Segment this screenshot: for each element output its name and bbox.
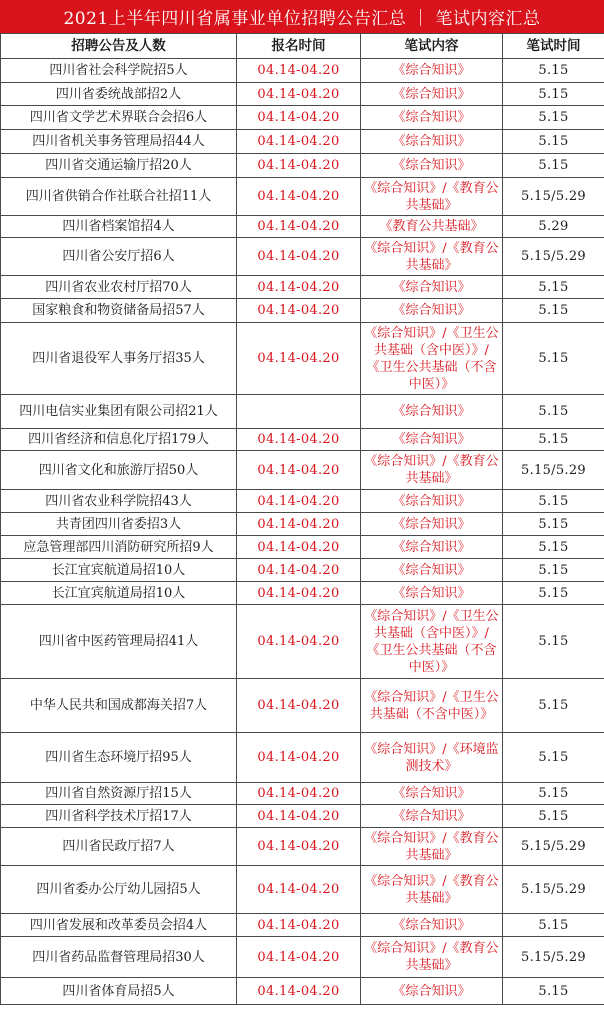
cell-exam-content: 《教育公共基础》: [361, 216, 503, 238]
cell-exam-time: 5.15: [503, 429, 604, 451]
cell-exam-content: 《综合知识》: [361, 83, 503, 106]
cell-exam-content: 《综合知识》: [361, 429, 503, 451]
column-header-notice: 招聘公告及人数: [1, 34, 237, 59]
cell-exam-content: 《综合知识》: [361, 513, 503, 536]
cell-exam-content: 《综合知识》/《卫生公共基础（含中医）》/《卫生公共基础（不含中医）》: [361, 605, 503, 679]
cell-notice-name: 共青团四川省委招3人: [1, 513, 237, 536]
cell-registration-time: 04.14-04.20: [237, 238, 361, 276]
cell-exam-time: 5.15/5.29: [503, 937, 604, 978]
cell-exam-content: 《综合知识》/《教育公共基础》: [361, 937, 503, 978]
cell-exam-time: 5.15: [503, 914, 604, 937]
cell-registration-time: 04.14-04.20: [237, 978, 361, 1005]
cell-notice-name: 四川省委办公厅幼儿园招5人: [1, 866, 237, 914]
table-row: [1, 513, 604, 536]
cell-registration-time: 04.14-04.20: [237, 451, 361, 490]
cell-registration-time: 04.14-04.20: [237, 59, 361, 83]
cell-notice-name: 四川省文学艺术界联合会招6人: [1, 106, 237, 130]
cell-registration-time: 04.14-04.20: [237, 429, 361, 451]
cell-exam-content: 《综合知识》: [361, 582, 503, 605]
cell-exam-content: 《综合知识》/《教育公共基础》: [361, 828, 503, 866]
cell-registration-time: 04.14-04.20: [237, 216, 361, 238]
table-row: [1, 451, 604, 490]
cell-exam-time: 5.15: [503, 59, 604, 83]
cell-notice-name: 四川省农业农村厅招70人: [1, 276, 237, 299]
table-row: [1, 490, 604, 513]
cell-exam-time: 5.15/5.29: [503, 828, 604, 866]
cell-registration-time: 04.14-04.20: [237, 154, 361, 178]
table-row: [1, 605, 604, 679]
table-row: [1, 783, 604, 805]
cell-notice-name: 四川省机关事务管理局招44人: [1, 130, 237, 154]
cell-exam-time: 5.15: [503, 395, 604, 429]
cell-exam-content: 《综合知识》: [361, 783, 503, 805]
column-header-exam-time: 笔试时间: [503, 34, 604, 59]
table-row: [1, 733, 604, 783]
table-row: [1, 106, 604, 130]
cell-exam-time: 5.15/5.29: [503, 451, 604, 490]
cell-notice-name: 四川省经济和信息化厅招179人: [1, 429, 237, 451]
cell-exam-content: 《综合知识》/《教育公共基础》: [361, 178, 503, 216]
cell-registration-time: 04.14-04.20: [237, 914, 361, 937]
cell-exam-content: 《综合知识》: [361, 914, 503, 937]
cell-notice-name: 四川省生态环境厅招95人: [1, 733, 237, 783]
cell-registration-time: 04.14-04.20: [237, 536, 361, 559]
cell-registration-time: 04.14-04.20: [237, 106, 361, 130]
table-row: [1, 866, 604, 914]
cell-exam-content: 《综合知识》: [361, 490, 503, 513]
cell-exam-content: 《综合知识》: [361, 299, 503, 323]
cell-exam-time: 5.15: [503, 605, 604, 679]
table-row: [1, 828, 604, 866]
cell-registration-time: [237, 395, 361, 429]
cell-exam-time: 5.15: [503, 536, 604, 559]
cell-registration-time: 04.14-04.20: [237, 679, 361, 733]
cell-notice-name: 四川省退役军人事务厅招35人: [1, 323, 237, 395]
cell-exam-content: 《综合知识》/《环境监测技术》: [361, 733, 503, 783]
cell-exam-time: 5.15: [503, 733, 604, 783]
recruitment-table: [0, 33, 604, 1005]
cell-registration-time: 04.14-04.20: [237, 733, 361, 783]
cell-notice-name: 四川省社会科学院招5人: [1, 59, 237, 83]
cell-notice-name: 四川省发展和改革委员会招4人: [1, 914, 237, 937]
cell-exam-content: 《综合知识》/《教育公共基础》: [361, 866, 503, 914]
cell-notice-name: 四川省交通运输厅招20人: [1, 154, 237, 178]
cell-exam-content: 《综合知识》: [361, 978, 503, 1005]
table-row: [1, 429, 604, 451]
cell-exam-time: 5.15: [503, 582, 604, 605]
cell-exam-time: 5.15: [503, 83, 604, 106]
cell-exam-time: 5.15: [503, 978, 604, 1005]
cell-registration-time: 04.14-04.20: [237, 490, 361, 513]
cell-exam-time: 5.15: [503, 106, 604, 130]
cell-notice-name: 四川省档案馆招4人: [1, 216, 237, 238]
cell-registration-time: 04.14-04.20: [237, 805, 361, 828]
cell-exam-time: 5.15: [503, 679, 604, 733]
cell-exam-time: 5.15: [503, 299, 604, 323]
table-row: [1, 536, 604, 559]
column-header-registration: 报名时间: [237, 34, 361, 59]
table-row: [1, 238, 604, 276]
cell-registration-time: 04.14-04.20: [237, 276, 361, 299]
cell-registration-time: 04.14-04.20: [237, 178, 361, 216]
cell-exam-content: 《综合知识》: [361, 130, 503, 154]
table-row: [1, 299, 604, 323]
cell-exam-time: 5.15: [503, 490, 604, 513]
table-row: [1, 978, 604, 1005]
table-row: [1, 323, 604, 395]
table-row: [1, 130, 604, 154]
table-row: [1, 59, 604, 83]
table-row: [1, 805, 604, 828]
cell-exam-time: 5.15: [503, 805, 604, 828]
table-row: [1, 559, 604, 582]
table-row: [1, 679, 604, 733]
cell-notice-name: 四川省民政厅招7人: [1, 828, 237, 866]
cell-exam-time: 5.15: [503, 513, 604, 536]
cell-notice-name: 应急管理部四川消防研究所招9人: [1, 536, 237, 559]
cell-registration-time: 04.14-04.20: [237, 83, 361, 106]
cell-exam-time: 5.29: [503, 216, 604, 238]
cell-exam-time: 5.15: [503, 154, 604, 178]
cell-notice-name: 四川省中医药管理局招41人: [1, 605, 237, 679]
cell-notice-name: 四川省体育局招5人: [1, 978, 237, 1005]
column-header-exam-content: 笔试内容: [361, 34, 503, 59]
table-row: [1, 395, 604, 429]
cell-exam-content: 《综合知识》: [361, 805, 503, 828]
cell-registration-time: 04.14-04.20: [237, 828, 361, 866]
cell-notice-name: 长江宜宾航道局招10人: [1, 582, 237, 605]
cell-notice-name: 四川省文化和旅游厅招50人: [1, 451, 237, 490]
cell-registration-time: 04.14-04.20: [237, 783, 361, 805]
cell-notice-name: 中华人民共和国成都海关招7人: [1, 679, 237, 733]
cell-notice-name: 国家粮食和物资储备局招57人: [1, 299, 237, 323]
cell-exam-content: 《综合知识》: [361, 106, 503, 130]
cell-exam-time: 5.15/5.29: [503, 178, 604, 216]
cell-registration-time: 04.14-04.20: [237, 559, 361, 582]
cell-notice-name: 四川省公安厅招6人: [1, 238, 237, 276]
table-row: [1, 914, 604, 937]
cell-registration-time: 04.14-04.20: [237, 937, 361, 978]
cell-notice-name: 四川省农业科学院招43人: [1, 490, 237, 513]
table-row: [1, 216, 604, 238]
table-row: [1, 154, 604, 178]
cell-exam-time: 5.15: [503, 559, 604, 582]
cell-notice-name: 长江宜宾航道局招10人: [1, 559, 237, 582]
cell-registration-time: 04.14-04.20: [237, 605, 361, 679]
cell-notice-name: 四川省科学技术厅招17人: [1, 805, 237, 828]
table-header-row: [1, 34, 604, 59]
table-row: [1, 276, 604, 299]
cell-exam-time: 5.15/5.29: [503, 866, 604, 914]
cell-registration-time: 04.14-04.20: [237, 866, 361, 914]
cell-exam-content: 《综合知识》: [361, 154, 503, 178]
table-row: [1, 83, 604, 106]
cell-exam-time: 5.15: [503, 130, 604, 154]
cell-registration-time: 04.14-04.20: [237, 513, 361, 536]
table-row: [1, 178, 604, 216]
cell-exam-content: 《综合知识》: [361, 395, 503, 429]
cell-notice-name: 四川省供销合作社联合社招11人: [1, 178, 237, 216]
cell-exam-content: 《综合知识》: [361, 559, 503, 582]
cell-exam-content: 《综合知识》/《卫生公共基础（含中医）》/《卫生公共基础（不含中医）》: [361, 323, 503, 395]
cell-exam-content: 《综合知识》: [361, 276, 503, 299]
cell-exam-content: 《综合知识》/《教育公共基础》: [361, 238, 503, 276]
cell-registration-time: 04.14-04.20: [237, 299, 361, 323]
cell-exam-time: 5.15: [503, 276, 604, 299]
cell-exam-content: 《综合知识》: [361, 59, 503, 83]
cell-registration-time: 04.14-04.20: [237, 130, 361, 154]
cell-notice-name: 四川电信实业集团有限公司招21人: [1, 395, 237, 429]
table-row: [1, 937, 604, 978]
cell-registration-time: 04.14-04.20: [237, 582, 361, 605]
cell-exam-time: 5.15: [503, 323, 604, 395]
cell-exam-time: 5.15/5.29: [503, 238, 604, 276]
page-title: 2021上半年四川省属事业单位招聘公告汇总 ｜ 笔试内容汇总: [0, 0, 604, 33]
table-row: [1, 582, 604, 605]
cell-notice-name: 四川省委统战部招2人: [1, 83, 237, 106]
cell-exam-content: 《综合知识》/《教育公共基础》: [361, 451, 503, 490]
cell-registration-time: 04.14-04.20: [237, 323, 361, 395]
cell-exam-time: 5.15: [503, 783, 604, 805]
cell-notice-name: 四川省自然资源厅招15人: [1, 783, 237, 805]
cell-exam-content: 《综合知识》: [361, 536, 503, 559]
cell-exam-content: 《综合知识》/《卫生公共基础（不含中医）》: [361, 679, 503, 733]
cell-notice-name: 四川省药品监督管理局招30人: [1, 937, 237, 978]
